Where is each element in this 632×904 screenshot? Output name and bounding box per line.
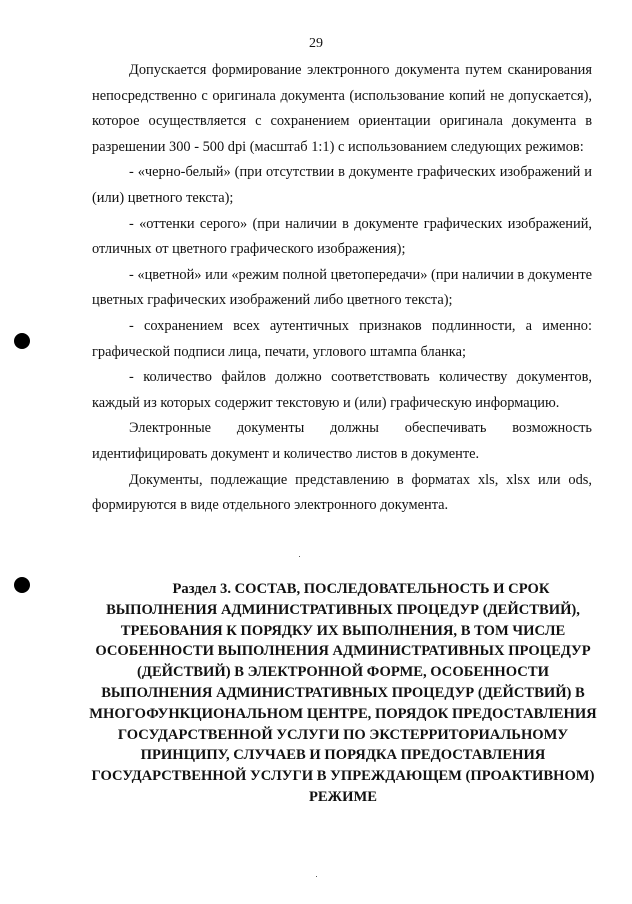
scan-artifact <box>299 556 300 557</box>
list-item: - «цветной» или «режим полной цветопередачи» (при наличии в документе цветных графических изображений либо цветного текста); <box>92 266 592 309</box>
list-item: - сохранением всех аутентичных признаков подлинности, а именно: графической подписи лица, печати, углового штампа бланка; <box>92 317 592 360</box>
paragraph: Допускается формирование электронного документа путем сканирования непосредственно с оригинала документа (использование копий не допускается), которое осуществляется с сохранением ориентации оригинала документа в разрешении 300 - 500 dpi (масштаб 1:1) с использованием следующих режимов: <box>92 62 592 155</box>
page-number: 29 <box>309 36 323 51</box>
section-heading: Раздел 3. СОСТАВ, ПОСЛЕДОВАТЕЛЬНОСТЬ И СРОК ВЫПОЛНЕНИЯ АДМИНИСТРАТИВНЫХ ПРОЦЕДУР (ДЕЙСТВИЙ), ТРЕБОВАНИЯ К ПОРЯДКУ ИХ ВЫПОЛНЕНИЯ, В ТОМ ЧИСЛЕ ОСОБЕННОСТИ ВЫПОЛНЕНИЯ АДМИНИСТРАТИВНЫХ ПРОЦЕДУР (ДЕЙСТВИЙ) В ЭЛЕКТРОННОЙ ФОРМЕ, ОСОБЕННОСТИ ВЫПОЛНЕНИЯ АДМИНИСТРАТИВНЫХ ПРОЦЕДУР (ДЕЙСТВИЙ) В МНОГОФУНКЦИОНАЛЬНОМ ЦЕНТРЕ, ПОРЯДОК ПРЕДОСТАВЛЕНИЯ ГОСУДАРСТВЕННОЙ УСЛУГИ ПО ЭКСТЕРРИТОРИАЛЬНОМУ ПРИНЦИПУ, СЛУЧАЕВ И ПОРЯДКА ПРЕДОСТАВЛЕНИЯ ГОСУДАРСТВЕННОЙ УСЛУГИ В УПРЕЖДАЮЩЕМ (ПРОАКТИВНОМ) РЕЖИМЕ <box>89 581 597 805</box>
paragraph: Документы, подлежащие представлению в форматах xls, xlsx или ods, формируются в виде отдельного электронного документа. <box>92 471 592 514</box>
punch-hole-mark <box>14 577 30 593</box>
punch-hole-mark <box>14 333 30 349</box>
body-text <box>92 58 592 519</box>
list-item: - «оттенки серого» (при наличии в документе графических изображений, отличных от цветного графического изображения); <box>92 215 592 258</box>
paragraph: Электронные документы должны обеспечивать возможность идентифицировать документ и количество листов в документе. <box>92 420 592 462</box>
scan-artifact <box>316 876 317 877</box>
list-item: - количество файлов должно соответствовать количеству документов, каждый из которых содержит текстовую и (или) графическую информацию. <box>92 369 592 411</box>
list-item: - «черно-белый» (при отсутствии в документе графических изображений и (или) цветного текста); <box>92 164 592 206</box>
